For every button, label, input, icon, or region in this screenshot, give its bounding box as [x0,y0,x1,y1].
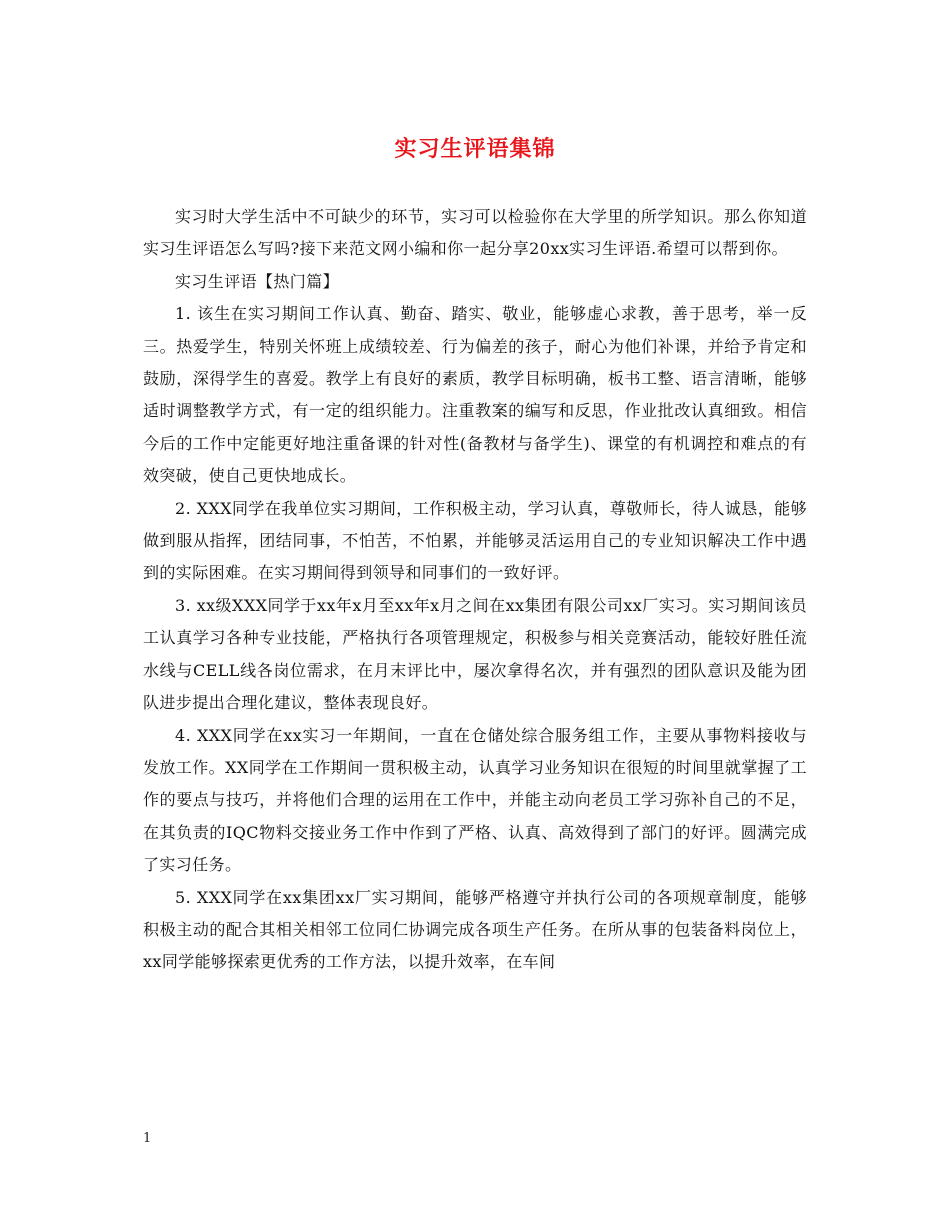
comment-paragraph-3: 3. xx级XXX同学于xx年x月至xx年x月之间在xx集团有限公司xx厂实习。实习期间该员工认真学习各种专业技能，严格执行各项管理规定，积极参与相关竞赛活动，能较好胜任流水线与CELL线各岗位需求，在月末评比中，屡次拿得名次，并有强烈的团队意识及能为团队进步提出合理化建议，整体表现良好。 [143,595,807,713]
comment-paragraph-2: 2. XXX同学在我单位实习期间，工作积极主动，学习认真，尊敬师长，待人诚恳，能够做到服从指挥，团结同事，不怕苦，不怕累，并能够灵活运用自己的专业知识解决工作中遇到的实际困难。在实习期间得到领导和同事们的一致好评。 [143,498,807,583]
page-number: 1 [143,1131,152,1146]
comment-paragraph-5: 5. XXX同学在xx集团xx厂实习期间，能够严格遵守并执行公司的各项规章制度，能够积极主动的配合其相关相邻工位同仁协调完成各项生产任务。在所从事的包装备料岗位上，xx同学能够探索更优秀的工作方法，以提升效率，在车间 [143,887,807,972]
comment-paragraph-4: 4. XXX同学在xx实习一年期间，一直在仓储处综合服务组工作，主要从事物料接收与发放工作。XX同学在工作期间一贯积极主动，认真学习业务知识在很短的时间里就掌握了工作的要点与技巧，并将他们合理的运用在工作中，并能主动向老员工学习弥补自己的不足，在其负责的IQC物料交接业务工作中作到了严格、认真、高效得到了部门的好评。圆满完成了实习任务。 [143,725,807,875]
comment-paragraph-1: 1. 该生在实习期间工作认真、勤奋、踏实、敬业，能够虚心求教，善于思考，举一反三。热爱学生，特别关怀班上成绩较差、行为偏差的孩子，耐心为他们补课，并给予肯定和鼓励，深得学生的喜爱。教学上有良好的素质，教学目标明确，板书工整、语言清晰，能够适时调整教学方式，有一定的组织能力。注重教案的编写和反思，作业批改认真细致。相信今后的工作中定能更好地注重备课的针对性(备教材与备学生)、课堂的有机调控和难点的有效突破，使自己更快地成长。 [143,304,807,486]
section-heading: 实习生评语【热门篇】 [175,271,340,291]
intro-paragraph: 实习时大学生活中不可缺少的环节，实习可以检验你在大学里的所学知识。那么你知道实习生评语怎么写吗?接下来范文网小编和你一起分享20xx实习生评语.希望可以帮到你。 [143,207,807,259]
page-title: 实习生评语集锦 [394,136,556,162]
document-body [143,201,807,979]
